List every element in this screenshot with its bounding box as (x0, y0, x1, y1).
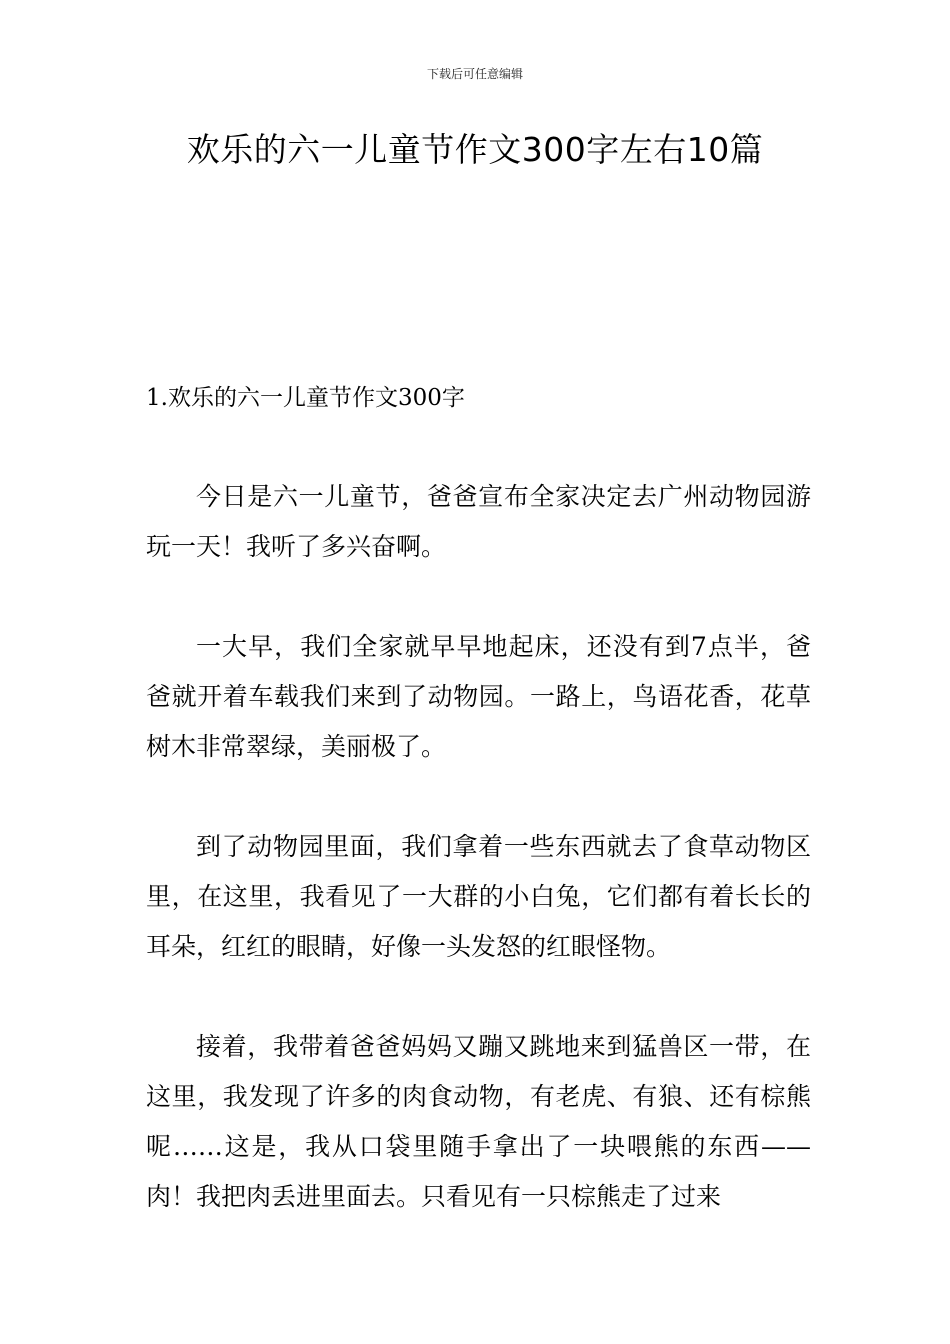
article-body (146, 472, 811, 1272)
header-note: 下载后可任意编辑 (426, 67, 523, 81)
paragraph: 到了动物园里面，我们拿着一些东西就去了食草动物区里，在这里，我看见了一大群的小白兔，它们都有着长长的耳朵，红红的眼睛，好像一头发怒的红眼怪物。 (146, 832, 811, 961)
section-heading: 1.欢乐的六一儿童节作文300字 (146, 385, 465, 411)
paragraph: 一大早，我们全家就早早地起床，还没有到7点半，爸爸就开着车载我们来到了动物园。一路上，鸟语花香，花草树木非常翠绿，美丽极了。 (146, 632, 811, 761)
paragraph: 今日是六一儿童节，爸爸宣布全家决定去广州动物园游玩一天！我听了多兴奋啊。 (146, 482, 811, 561)
document-title: 欢乐的六一儿童节作文300字左右10篇 (186, 130, 764, 169)
paragraph: 接着，我带着爸爸妈妈又蹦又跳地来到猛兽区一带，在这里，我发现了许多的肉食动物，有老虎、有狼、还有棕熊呢……这是，我从口袋里随手拿出了一块喂熊的东西——肉！我把肉丢进里面去。只看见有一只棕熊走了过来 (146, 1032, 811, 1211)
